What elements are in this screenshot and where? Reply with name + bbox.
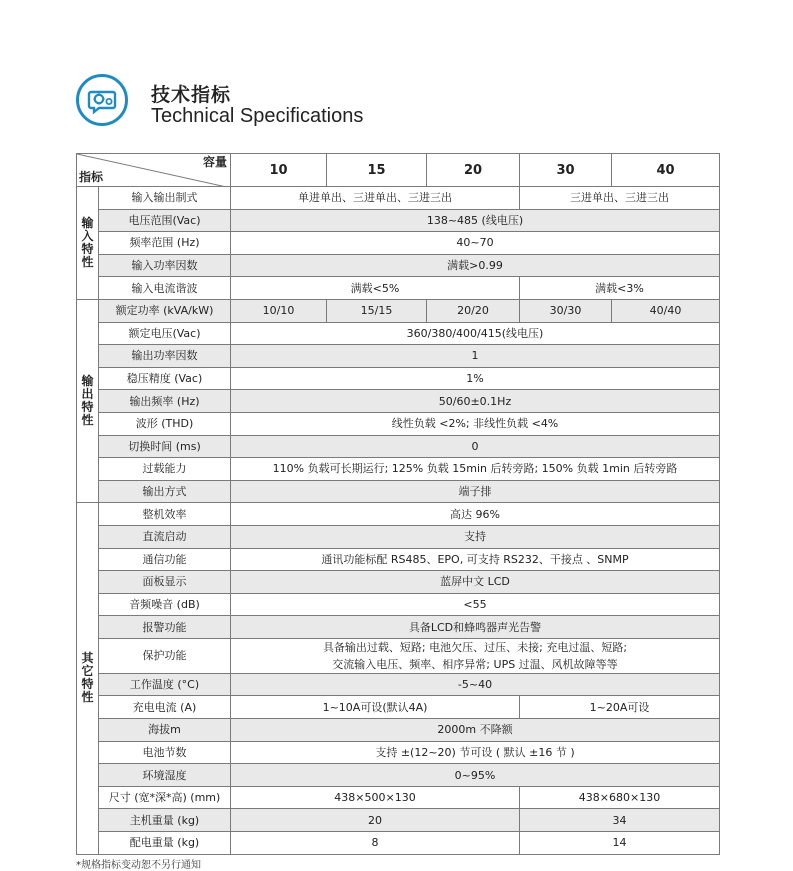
row-value: 40~70: [231, 232, 720, 255]
row-value: 高达 96%: [231, 503, 720, 526]
row-value: 支持 ±(12~20) 节可设 ( 默认 ±16 节 ): [231, 741, 720, 764]
row-label: 输入输出制式: [99, 187, 231, 210]
table-row: [77, 616, 720, 639]
row-value: 0~95%: [231, 764, 720, 787]
row-value: 2000m 不降额: [231, 719, 720, 742]
row-label: 直流启动: [99, 525, 231, 548]
capacity-header: 40: [612, 154, 720, 187]
spec-table: [76, 153, 720, 855]
table-row: [77, 480, 720, 503]
table-row: [77, 741, 720, 764]
row-value: 端子排: [231, 480, 720, 503]
table-row: [77, 458, 720, 481]
row-value: 20/20: [427, 299, 520, 322]
table-row: [77, 548, 720, 571]
table-row: [77, 187, 720, 210]
table-row: [77, 809, 720, 832]
group-label-other: 其 它 特 性: [77, 503, 99, 854]
row-value: 40/40: [612, 299, 720, 322]
row-value-multiline: [231, 638, 720, 673]
table-row: [77, 254, 720, 277]
row-value: 满载>0.99: [231, 254, 720, 277]
footnote: *规格指标变动恕不另行通知: [76, 860, 201, 871]
table-row: [77, 503, 720, 526]
table-row: [77, 299, 720, 322]
row-value-line: 具备输出过载、短路; 电池欠压、过压、未接; 充电过温、短路;: [322, 640, 628, 654]
corner-capacity-label: 容量: [202, 155, 227, 169]
row-label: 输入电流谐波: [99, 277, 231, 300]
row-value: 30/30: [520, 299, 612, 322]
table-row: [77, 322, 720, 345]
row-value: 1~10A可设(默认4A): [231, 696, 520, 719]
row-value: 50/60±0.1Hz: [231, 390, 720, 413]
table-row: [77, 638, 720, 673]
row-label: 电池节数: [99, 741, 231, 764]
row-label: 配电重量 (kg): [99, 832, 231, 855]
row-value: 14: [520, 832, 720, 855]
table-row: [77, 764, 720, 787]
row-value: 支持: [231, 525, 720, 548]
row-label: 输出频率 (Hz): [99, 390, 231, 413]
row-label: 稳压精度 (Vac): [99, 367, 231, 390]
row-label: 切换时间 (ms): [99, 435, 231, 458]
table-row: [77, 390, 720, 413]
row-label: 波形 (THD): [99, 412, 231, 435]
row-label: 主机重量 (kg): [99, 809, 231, 832]
row-label: 工作温度 (°C): [99, 673, 231, 696]
page-header: [76, 72, 476, 136]
row-label: 过载能力: [99, 458, 231, 481]
row-value-line: 交流输入电压、频率、相序异常; UPS 过温、风机故障等等: [332, 657, 618, 671]
row-label: 额定功率 (kVA/kW): [99, 299, 231, 322]
capacity-header: 10: [231, 154, 327, 187]
row-label: 通信功能: [99, 548, 231, 571]
row-label: 整机效率: [99, 503, 231, 526]
row-label: 音频噪音 (dB): [99, 593, 231, 616]
row-label: 报警功能: [99, 616, 231, 639]
table-row: [77, 345, 720, 368]
row-value: 线性负载 <2%; 非线性负载 <4%: [231, 412, 720, 435]
row-label: 输出功率因数: [99, 345, 231, 368]
row-value: 138~485 (线电压): [231, 209, 720, 232]
table-row: [77, 673, 720, 696]
settings-gear-logo-icon: [76, 74, 128, 126]
table-row: [77, 593, 720, 616]
row-label: 环境湿度: [99, 764, 231, 787]
corner-spec-label: 指标: [79, 170, 104, 184]
row-value: 三进单出、三进三出: [520, 187, 720, 210]
row-label: 保护功能: [99, 638, 231, 673]
row-value: 1: [231, 345, 720, 368]
row-value: 0: [231, 435, 720, 458]
row-value: 单进单出、三进单出、三进三出: [231, 187, 520, 210]
row-value: 110% 负载可长期运行; 125% 负载 15min 后转旁路; 150% 负载 1min 后转旁路: [231, 458, 720, 481]
corner-cell: [77, 154, 231, 187]
row-value: 360/380/400/415(线电压): [231, 322, 720, 345]
table-row: [77, 367, 720, 390]
table-row: [77, 719, 720, 742]
row-value: 34: [520, 809, 720, 832]
table-row: [77, 786, 720, 809]
capacity-header: 15: [327, 154, 427, 187]
row-label: 面板显示: [99, 571, 231, 594]
table-header-row: [77, 154, 720, 187]
capacity-header: 20: [427, 154, 520, 187]
row-label: 额定电压(Vac): [99, 322, 231, 345]
row-label: 海拔m: [99, 719, 231, 742]
group-label-input: 输 入 特 性: [77, 187, 99, 300]
row-value: 8: [231, 832, 520, 855]
row-value: 通讯功能标配 RS485、EPO, 可支持 RS232、干接点 、SNMP: [231, 548, 720, 571]
row-value: 蓝屏中文 LCD: [231, 571, 720, 594]
table-row: [77, 435, 720, 458]
row-value: 具备LCD和蜂鸣器声光告警: [231, 616, 720, 639]
row-label: 充电电流 (A): [99, 696, 231, 719]
row-value: 1~20A可设: [520, 696, 720, 719]
row-label: 输出方式: [99, 480, 231, 503]
row-value: 满载<5%: [231, 277, 520, 300]
table-row: [77, 209, 720, 232]
row-value: 1%: [231, 367, 720, 390]
capacity-header: 30: [520, 154, 612, 187]
group-label-output: 输 出 特 性: [77, 299, 99, 502]
title-english: Technical Specifications: [151, 105, 364, 127]
table-row: [77, 696, 720, 719]
row-label: 频率范围 (Hz): [99, 232, 231, 255]
row-value: -5~40: [231, 673, 720, 696]
table-row: [77, 277, 720, 300]
row-value: 438×680×130: [520, 786, 720, 809]
title-chinese: 技术指标: [151, 84, 232, 106]
table-row: [77, 571, 720, 594]
row-value: 10/10: [231, 299, 327, 322]
row-label: 输入功率因数: [99, 254, 231, 277]
table-row: [77, 832, 720, 855]
row-value: 20: [231, 809, 520, 832]
row-value: <55: [231, 593, 720, 616]
row-value: 15/15: [327, 299, 427, 322]
table-row: [77, 525, 720, 548]
table-row: [77, 232, 720, 255]
row-label: 电压范围(Vac): [99, 209, 231, 232]
row-value: 438×500×130: [231, 786, 520, 809]
row-value: 满载<3%: [520, 277, 720, 300]
row-label: 尺寸 (宽*深*高) (mm): [99, 786, 231, 809]
table-row: [77, 412, 720, 435]
